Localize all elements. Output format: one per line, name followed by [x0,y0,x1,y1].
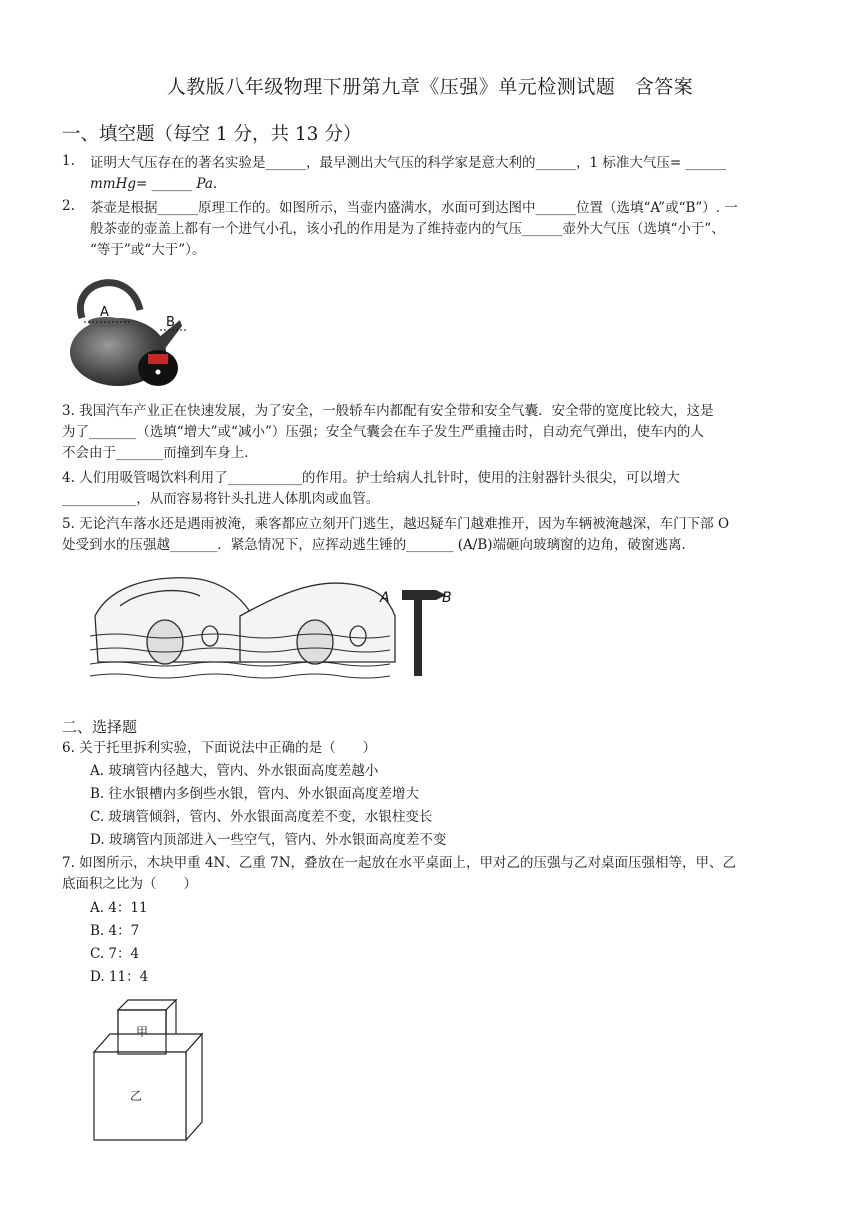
cars-hammer-figure [90,566,470,684]
teapot-handle [80,283,140,318]
hammer-label-a: A [380,590,390,606]
block-yi-label: 乙 [130,1089,143,1103]
section-heading-choice: 二、选择题 [62,718,138,736]
question-3-line-2: 为了_______（选填“增大”或“减小”）压强；安全气囊会在车子发生严重撞击时，自动充气弹出，使车内的人 [62,424,704,440]
question-7-option-a: A. 4：11 [90,900,148,916]
question-7-option-d: D. 11：4 [90,969,149,985]
question-5-line-1: 5. 无论汽车落水还是遇雨被淹，乘客都应立刻开门逃生，越迟疑车门越难推开，因为车辆被淹越深，车门下部 O [62,516,730,532]
question-1-line-2: mmHg= ______ Pa. [90,176,218,192]
question-6-option-c: C. 玻璃管倾斜，管内、外水银面高度差不变，水银柱变长 [90,809,433,825]
question-5 [62,514,802,556]
question-6-option-b: B. 往水银槽内多倒些水银，管内、外水银面高度差增大 [90,786,420,802]
question-2-line-3: “等于”或“大于”）。 [90,242,206,258]
section-heading-fill-in: 一、填空题（每空 1 分，共 13 分） [62,124,362,145]
question-1 [90,153,802,195]
question-3-line-3: 不会由于_______而撞到车身上． [62,445,258,461]
question-6-option-a: A. 玻璃管内径越大，管内、外水银面高度差越小 [90,763,379,779]
question-3-line-1: 3. 我国汽车产业正在快速发展，为了安全，一般轿车内都配有安全带和安全气囊．安全带的宽度比较大，这是 [62,403,714,419]
stacked-blocks-figure [90,996,208,1144]
question-3 [62,401,802,464]
question-4-line-2: ___________，从而容易将针头扎进人体肌肉或血管。 [62,491,380,507]
question-4-line-1: 4. 人们用吸管喝饮料利用了___________的作用。护士给病人扎针时，使用的注射器针头很尖，可以增大 [62,470,680,486]
teapot-label-a: A [100,305,109,320]
teapot-figure [60,270,190,390]
question-7-option-c: C. 7：4 [90,946,140,962]
question-4 [62,468,802,510]
question-2-line-1: 茶壶是根据______原理工作的。如图所示，当壶内盛满水，水面可到达图中______位置（选填“A”或“B”）. 一 [90,200,738,216]
question-7-option-b: B. 4：7 [90,923,140,939]
hammer-label-b: B [442,590,452,606]
question-7-line-2: 底面积之比为（ ） [62,876,197,892]
question-7-line-1: 7. 如图所示，木块甲重 4N、乙重 7N，叠放在一起放在水平桌面上，甲对乙的压强与乙对桌面压强相等，甲、乙 [62,855,737,871]
question-2 [90,198,802,261]
block-jia-label: 甲 [136,1025,149,1039]
teapot-label-b: B [166,315,175,330]
question-1-line-1: 证明大气压存在的著名实验是______，最早测出大气压的科学家是意大利的______，1 标准大气压= ______ [90,155,726,171]
question-6-stem: 6. 关于托里拆利实验，下面说法中正确的是（ ） [62,740,377,756]
question-7 [62,853,802,895]
question-number: 1. [62,153,75,169]
question-6-option-d: D. 玻璃管内顶部进入一些空气，管内、外水银面高度差不变 [90,832,447,848]
block-yi-side-face [186,1034,202,1140]
question-5-line-2: 处受到水的压强越_______．紧急情况下，应挥动逃生锤的_______ (A/B)端砸向玻璃窗的边角，破窗逃离. [62,537,686,553]
question-2-line-2: 般茶壶的壶盖上都有一个进气小孔，该小孔的作用是为了维持壶内的气压______壶外大气压（选填“小于”、 [90,221,725,237]
question-number: 2. [62,198,75,214]
page-title: 人教版八年级物理下册第九章《压强》单元检测试题 含答案 [166,76,694,98]
